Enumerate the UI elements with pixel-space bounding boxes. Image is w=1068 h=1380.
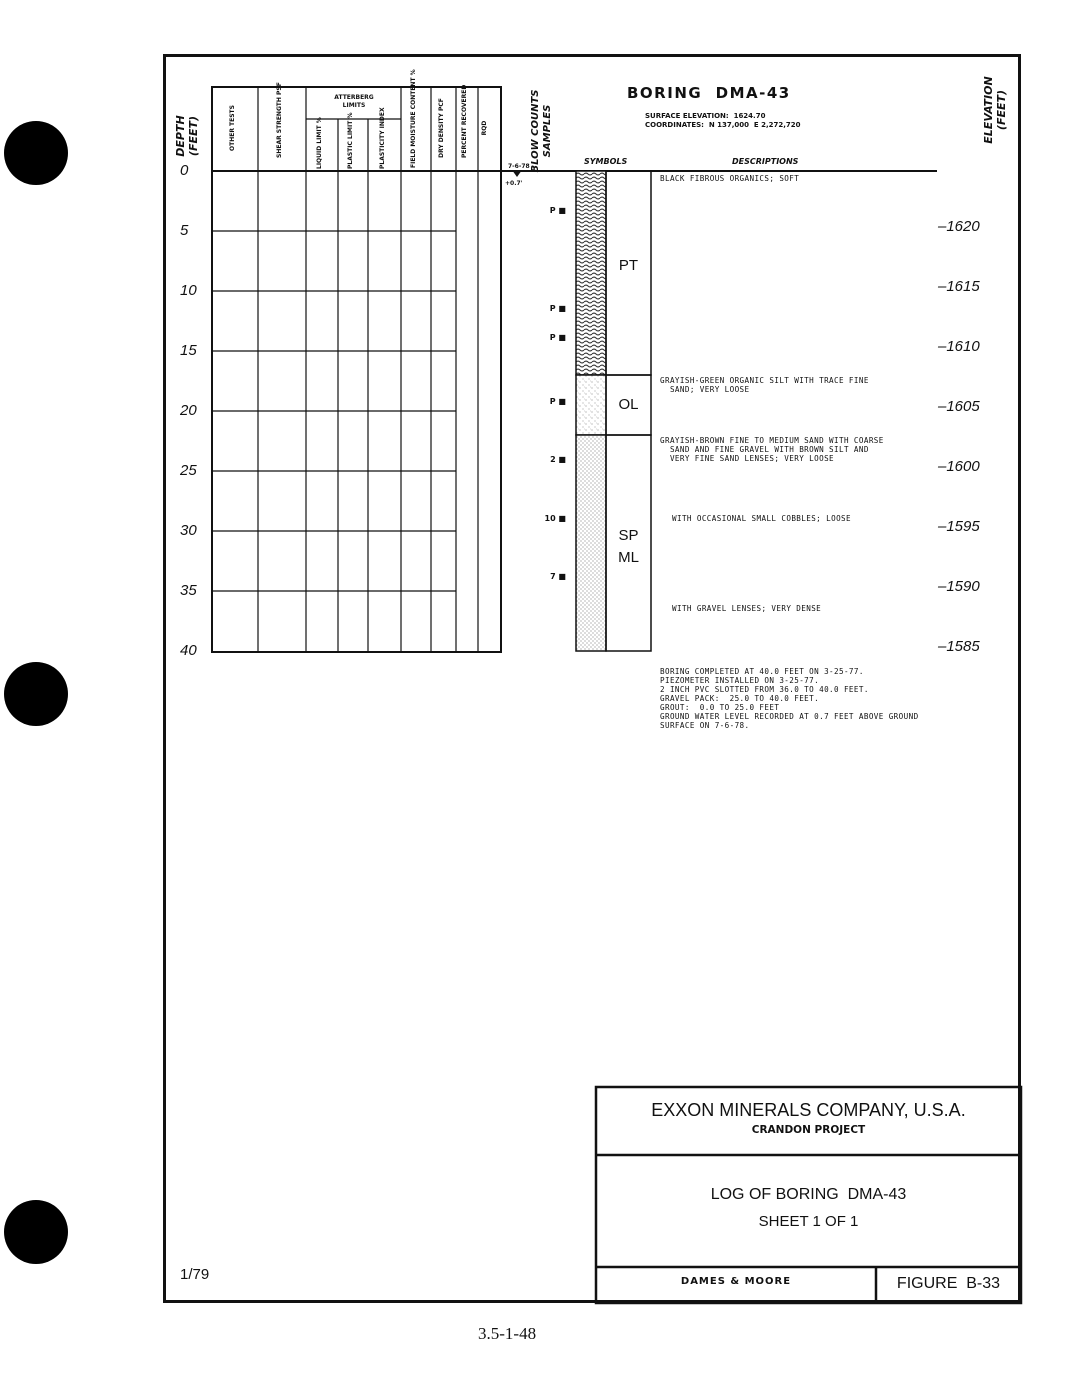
stratum-description: GRAYISH-BROWN FINE TO MEDIUM SAND WITH COARSE SAND AND FINE GRAVEL WITH BROWN SILT AND VERY FINE SAND LENSES; VERY LOOSE	[660, 436, 884, 463]
sample-marker: P ■	[549, 304, 566, 314]
symbols-header: SYMBOLS	[584, 157, 628, 166]
figure-number: FIGURE B-33	[896, 1275, 1001, 1292]
company-name: EXXON MINERALS COMPANY, U.S.A.	[651, 1100, 966, 1120]
stratum-symbol: OL	[618, 396, 639, 413]
depth-axis-label: DEPTH (FEET)	[174, 115, 200, 157]
field-moisture-header: FIELD MOISTURE CONTENT %	[410, 69, 417, 168]
coordinates: COORDINATES: N 137,000 E 2,272,720	[645, 121, 801, 129]
stratum-description: GRAYISH-GREEN ORGANIC SILT WITH TRACE FINE SAND; VERY LOOSE	[660, 376, 869, 394]
plastic-limit-header: PLASTIC LIMIT %	[347, 112, 354, 169]
sample-marker: 7 ■	[550, 571, 566, 581]
water-level-date: 7-6-78	[508, 163, 530, 170]
stratum-symbol: PT	[618, 256, 639, 274]
boring-title: BORING DMA-43	[627, 84, 791, 102]
drawing-title: LOG OF BORING DMA-43	[710, 1186, 907, 1203]
stratum-description: BLACK FIBROUS ORGANICS; SOFT	[660, 174, 800, 184]
firm-name: DAMES & MOORE	[680, 1276, 792, 1287]
sheet-number: SHEET 1 OF 1	[758, 1213, 859, 1230]
page-number: 3.5-1-48	[478, 1324, 537, 1343]
sample-marker: P ■	[549, 333, 566, 342]
depth-tick-label: 35	[180, 582, 197, 599]
depth-tick-label: 30	[180, 522, 197, 539]
elevation-tick-label: –1620	[938, 218, 980, 236]
other-tests-header: OTHER TESTS	[229, 105, 236, 151]
elevation-tick-label: –1600	[938, 458, 980, 476]
depth-tick-label: 25	[180, 462, 197, 479]
sample-marker: 2 ■	[550, 455, 566, 465]
plasticity-index-header: PLASTICITY INDEX	[379, 107, 386, 169]
rqd-header: RQD	[481, 120, 488, 136]
dry-density-header: DRY DENSITY PCF	[438, 98, 445, 158]
date-code: 1/79	[180, 1266, 210, 1283]
depth-tick-label: 40	[180, 642, 197, 659]
water-level-value: +0.7'	[505, 180, 523, 187]
shear-strength-header: SHEAR STRENGTH PSF	[276, 82, 283, 158]
descriptions-header: DESCRIPTIONS	[732, 157, 799, 166]
liquid-limit-header: LIQUID LIMIT %	[316, 117, 323, 169]
elevation-tick-label: –1610	[938, 338, 980, 356]
elevation-axis-label: ELEVATION (FEET)	[982, 76, 1008, 144]
depth-tick-label: 5	[180, 222, 189, 239]
stratum-description: WITH GRAVEL LENSES; VERY DENSE	[672, 604, 822, 613]
atterberg-header: ATTERBERG LIMITS	[334, 94, 374, 109]
blow-counts-samples-header: BLOW COUNTS SAMPLES	[530, 89, 553, 173]
elevation-tick-label: –1585	[938, 638, 980, 656]
percent-recovered-header: PERCENT RECOVERED	[461, 84, 468, 158]
sample-marker: 10 ■	[544, 514, 566, 524]
depth-tick-label: 15	[180, 342, 197, 359]
elevation-tick-label: –1605	[938, 398, 980, 416]
depth-tick-label: 0	[180, 162, 189, 179]
stratum-symbol: SP ML	[618, 526, 639, 566]
project-name: CRANDON PROJECT	[751, 1124, 866, 1136]
elevation-tick-label: –1595	[938, 518, 980, 536]
elevation-tick-label: –1590	[938, 578, 980, 596]
surface-elevation: SURFACE ELEVATION: 1624.70	[645, 112, 766, 120]
boring-notes: BORING COMPLETED AT 40.0 FEET ON 3-25-77. PIEZOMETER INSTALLED ON 3-25-77. 2 INCH PVC SLOTTED FROM 36.0 TO 40.0 FEET. GRAVEL PACK: 25.0 TO 40.0 FEET. GROUT: 0.0 TO 25.0 FEET GROUND WATER LEVEL RECORDED AT 0.7 FEET ABOVE GROUND SURFACE ON 7-6-78.	[660, 667, 919, 730]
elevation-tick-label: –1615	[938, 278, 980, 296]
depth-tick-label: 10	[180, 282, 197, 299]
sample-marker: P ■	[549, 396, 566, 406]
stratum-description: WITH OCCASIONAL SMALL COBBLES; LOOSE	[672, 514, 851, 523]
depth-tick-label: 20	[180, 402, 197, 419]
sample-marker: P ■	[549, 205, 566, 215]
